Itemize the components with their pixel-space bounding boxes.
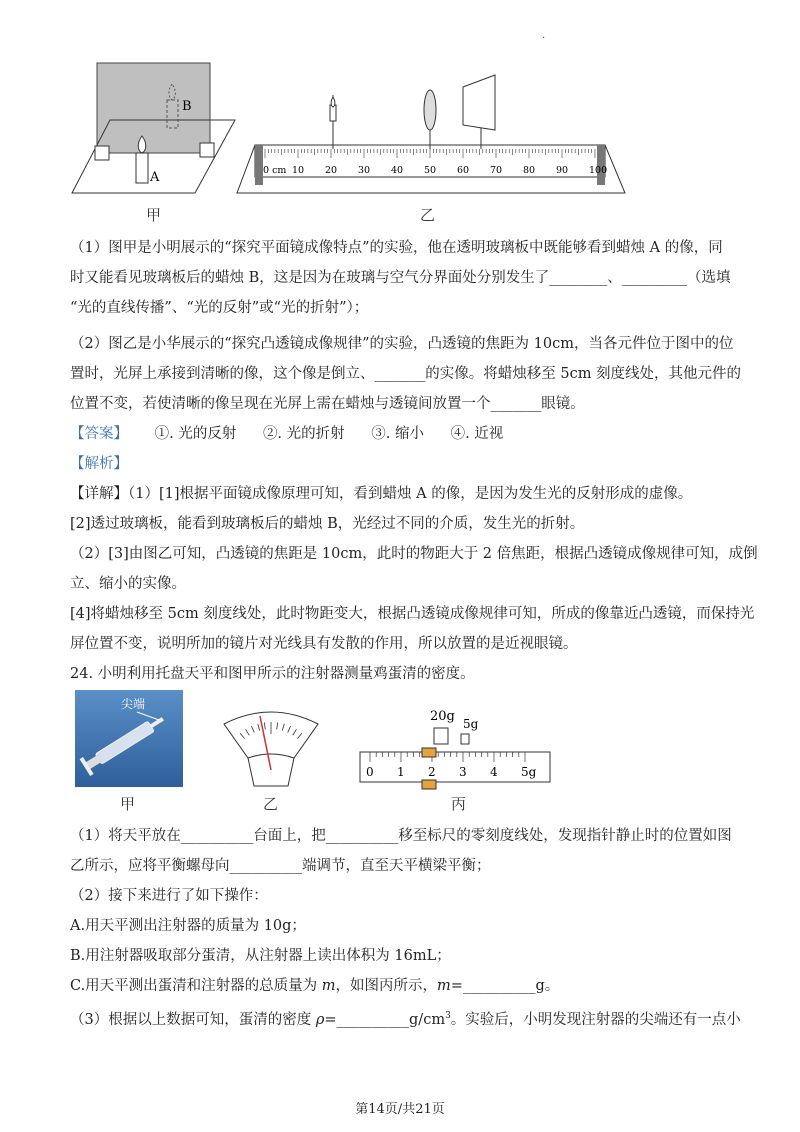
scale-tick-label: 3	[459, 765, 467, 779]
figure-syringe-photo	[75, 690, 183, 787]
q23-p2-line3: 位置不变，若使清晰的像呈现在光屏上需在蜡烛与透镜间放置一个_______眼镜。	[70, 396, 585, 412]
q24-p3	[70, 1006, 740, 1030]
answer-3: ③. 缩小	[371, 426, 424, 442]
step-c-m: m	[321, 978, 336, 994]
scale-tick-label: 1	[397, 765, 405, 779]
bench-tick-label: 40	[391, 165, 404, 176]
stray-dot: .	[542, 30, 546, 41]
candle-b-label: B	[182, 99, 192, 114]
answer-label: 【答案】	[70, 426, 128, 442]
p3-sup: 3	[445, 1011, 451, 1021]
q24-stem: 24. 小明利用托盘天平和图甲所示的注射器测量鸡蛋清的密度。	[70, 666, 475, 682]
q23-detail-4-line2: 屏位置不变，说明所加的镜片对光线具有发散的作用，所以放置的是近视眼镜。	[70, 636, 578, 652]
q24-p1-line2: 乙所示，应将平衡螺母向__________端调节，直至天平横梁平衡；	[70, 858, 491, 874]
figure-syringe-caption: 甲	[120, 795, 136, 813]
q23-detail-3-line1: （2）[3]由图乙可知，凸透镜的焦距是 10cm，此时的物距大于 2 倍焦距，根据凸透镜成像规律可知，成倒	[70, 546, 758, 562]
figure-optical-bench	[235, 65, 630, 195]
figure-jia-caption: 甲	[146, 206, 162, 224]
figure-scale-caption: 丙	[451, 795, 467, 813]
analysis-label: 【解析】	[70, 456, 128, 472]
q24-step-b: B.用注射器吸取部分蛋清，从注射器上读出体积为 16mL；	[70, 948, 451, 964]
step-c-mid: ，如图丙所示，	[335, 978, 438, 994]
bench-tick-label: 70	[490, 165, 503, 176]
answer-4: ④. 近视	[450, 426, 504, 442]
weight-5g-label: 5g	[463, 717, 479, 731]
scale-tick-label: 5g	[521, 765, 537, 779]
detail-1-text: （1）[1]根据平面镜成像原理可知，看到蜡烛 A 的像，是因为发生光的反射形成的虚像。	[128, 486, 693, 502]
figure-yi-caption: 乙	[420, 206, 436, 224]
q23-p1-line3: “光的直线传播”、“光的反射”或“光的折射”）；	[70, 300, 369, 316]
q24-step-a: A.用天平测出注射器的质量为 10g；	[70, 918, 306, 934]
p3-mid: =__________g/cm	[324, 1011, 446, 1028]
q23-detail-2: [2]透过玻璃板，能看到玻璃板后的蜡烛 B，光经过不同的介质，发生光的折射。	[70, 516, 585, 532]
answer-2: ②. 光的折射	[262, 426, 345, 442]
q24-step-c	[70, 976, 740, 996]
bench-tick-label: 100	[589, 165, 608, 176]
bench-tick-label: 50	[424, 165, 437, 176]
scale-tick-label: 0	[366, 765, 374, 779]
answer-1: ①. 光的反射	[154, 426, 237, 442]
p3-pre: （3）根据以上数据可知，蛋清的密度	[70, 1011, 316, 1028]
figure-weights-scale	[358, 700, 553, 795]
step-c-post: =__________g。	[450, 978, 560, 994]
q23-detail-3-line2: 立、缩小的实像。	[70, 576, 186, 592]
q24-p1-line1: （1）将天平放在__________台面上，把__________移至标尺的零刻度线处，发现指针静止时的位置如图	[70, 828, 732, 844]
q23-detail-1	[70, 484, 740, 504]
q23-detail-4-line1: [4]将蜡烛移至 5cm 刻度线处，此时物距变大，根据凸透镜成像规律可知，所成的像靠近凸透镜，而保持光	[70, 606, 755, 622]
p3-post: 。实验后，小明发现注射器的尖端还有一点小	[450, 1011, 741, 1028]
figure-plane-mirror	[70, 60, 240, 200]
q23-p1-line2: 时又能看见玻璃板后的蜡烛 B，这是因为在玻璃与空气分界面处分别发生了________、_________（选填	[70, 270, 731, 286]
page-footer: 第14页/共21页	[355, 1102, 445, 1117]
q24-p2: （2）接下来进行了如下操作：	[70, 888, 268, 904]
step-c-m2: m	[437, 978, 451, 994]
bench-tick-label: 10	[292, 165, 305, 176]
bench-tick-label: 20	[325, 165, 338, 176]
scale-tick-label: 2	[428, 765, 436, 779]
bench-tick-label: 80	[523, 165, 536, 176]
step-c-pre: C.用天平测出蛋清和注射器的总质量为	[70, 978, 322, 994]
figure-balance-pointer	[222, 706, 320, 788]
detail-label: 【详解】	[70, 486, 128, 502]
q23-answer-row	[70, 424, 740, 444]
p3-rho: ρ	[315, 1011, 325, 1028]
syringe-tip-label: 尖端	[121, 697, 146, 711]
bench-tick-label: 60	[457, 165, 470, 176]
q23-p1-line1: （1）图甲是小明展示的“探究平面镜成像特点”的实验，他在透明玻璃板中既能够看到蜡烛 A 的像，同	[70, 240, 723, 256]
scale-tick-label: 4	[490, 765, 498, 779]
bench-tick-label: 30	[358, 165, 371, 176]
bench-tick-label: 0 cm	[263, 165, 287, 176]
figure-pointer-caption: 乙	[263, 795, 279, 813]
bench-tick-label: 90	[556, 165, 569, 176]
weight-20g-label: 20g	[430, 709, 455, 724]
candle-a-label: A	[150, 170, 160, 185]
q23-p2-line2: 置时，光屏上承接到清晰的像，这个像是倒立、_______的实像。将蜡烛移至 5cm 刻度线处，其他元件的	[70, 366, 742, 382]
q23-p2-line1: （2）图乙是小华展示的“探究凸透镜成像规律”的实验，凸透镜的焦距为 10cm，当各元件位于图中的位	[70, 336, 734, 352]
